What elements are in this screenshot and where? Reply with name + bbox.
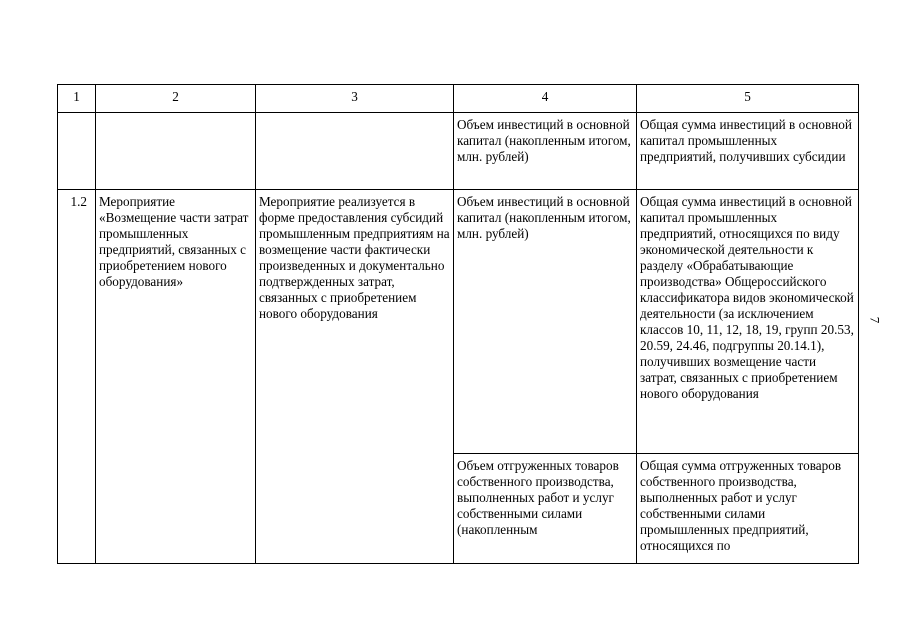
- indicator-method-cell: Общая сумма инвестиций в основной капитал промышленных предприятий, получивших субсидии: [637, 113, 859, 190]
- header-cell-1: 1: [58, 85, 96, 113]
- page-number: 7: [867, 316, 883, 324]
- header-cell-3: 3: [256, 85, 454, 113]
- indicator-method-cell: Общая сумма отгруженных товаров собственного производства, выполненных работ и услуг собственными силами промышленных предприятий, относящихся по: [637, 454, 859, 564]
- table-row: [58, 190, 859, 454]
- header-cell-2: 2: [96, 85, 256, 113]
- item-number-cell: 1.2: [58, 190, 96, 564]
- indicator-name-cell: Объем отгруженных товаров собственного производства, выполненных работ и услуг собственными силами (накопленным: [454, 454, 637, 564]
- indicators-table: [57, 84, 859, 564]
- measure-description-cell: Мероприятие реализуется в форме предоставления субсидий промышленным предприятиям на возмещение части фактически произведенных и документально подтвержденных затрат, связанных с приобретением нового оборудования: [256, 190, 454, 564]
- measure-name-cell: Мероприятие «Возмещение части затрат промышленных предприятий, связанных с приобретением нового оборудования»: [96, 190, 256, 564]
- header-cell-4: 4: [454, 85, 637, 113]
- cell-empty: [256, 113, 454, 190]
- cell-empty: [58, 113, 96, 190]
- indicator-name-cell: Объем инвестиций в основной капитал (накопленным итогом, млн. рублей): [454, 190, 637, 454]
- indicator-method-cell: Общая сумма инвестиций в основной капитал промышленных предприятий, относящихся по виду экономической деятельности к разделу «Обрабатывающие производства» Общероссийского классификатора видов экономической деятельности (за исключением классов 10, 11, 12, 18, 19, групп 20.53, 20.59, 24.46, подгруппы 20.14.1), получивших возмещение части затрат, связанных с приобретением нового оборудования: [637, 190, 859, 454]
- header-row: [58, 85, 859, 113]
- header-cell-5: 5: [637, 85, 859, 113]
- table-row: [58, 113, 859, 190]
- cell-empty: [96, 113, 256, 190]
- indicator-name-cell: Объем инвестиций в основной капитал (накопленным итогом, млн. рублей): [454, 113, 637, 190]
